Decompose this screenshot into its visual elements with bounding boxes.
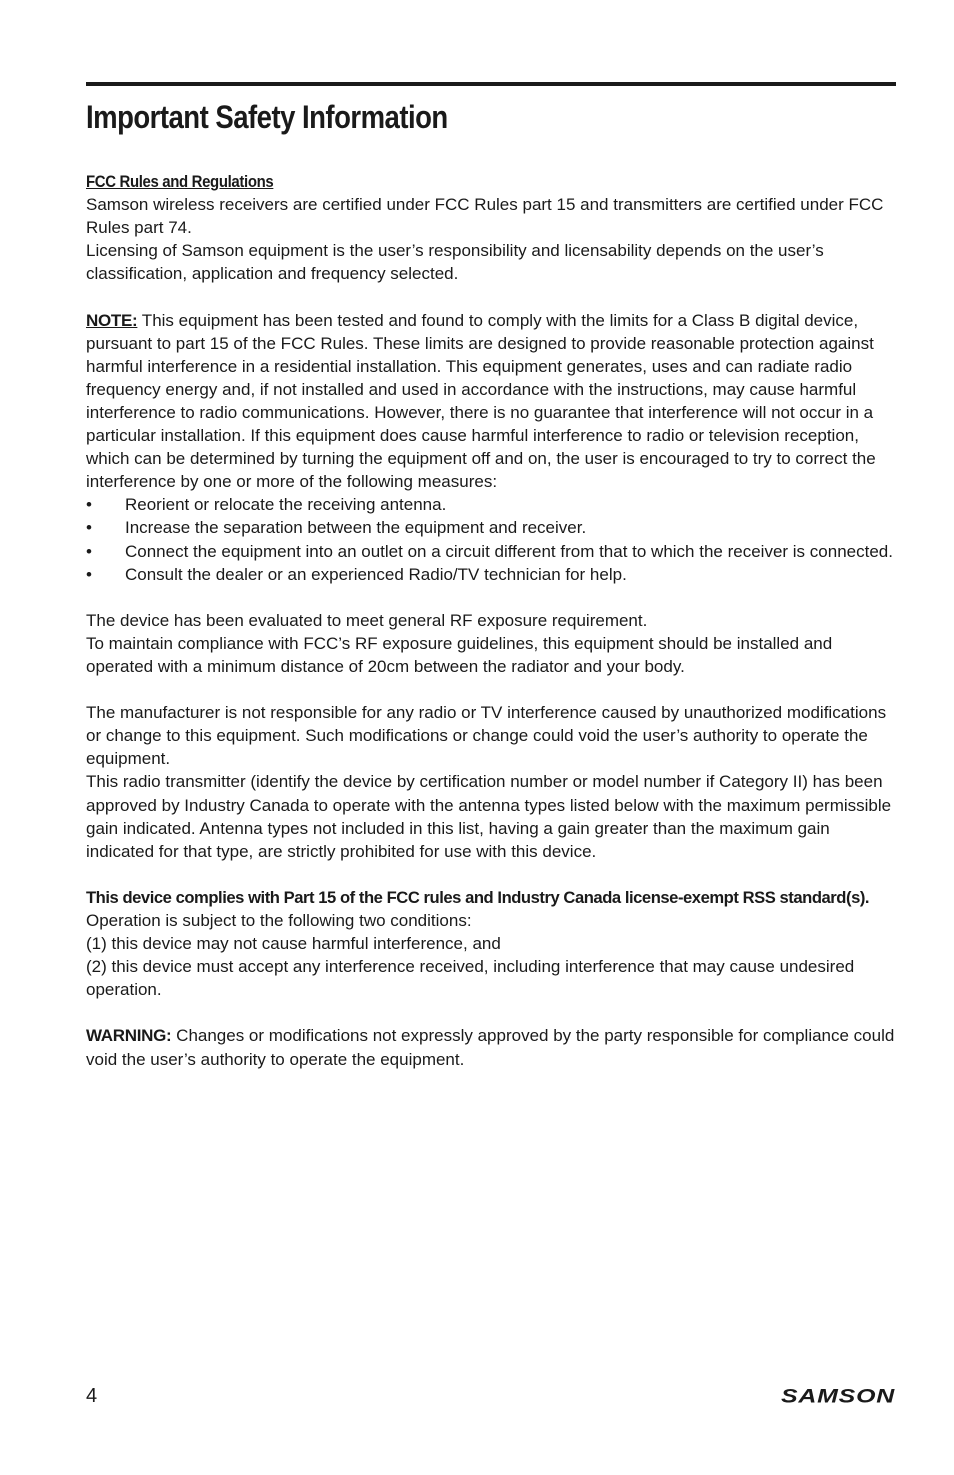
compliance-heading: This device complies with Part 15 of the FCC rules and Industry Canada license-exempt RSS standard(s). [86,887,870,907]
bullet-icon: • [86,518,92,538]
warning-text: Changes or modifications not expressly approved by the party responsible for compliance could void the user’s authority to operate the equipment. [86,1026,895,1069]
list-item: • Connect the equipment into an outlet on a circuit different from that to which the receiver is connected. [86,540,896,563]
rf-paragraph-1: The device has been evaluated to meet general RF exposure requirement. [86,610,648,630]
samson-logo-text: SAMSON [781,1386,896,1407]
list-item: • Reorient or relocate the receiving antenna. [86,493,896,516]
warning-label: WARNING: [86,1026,172,1046]
page-title: Important Safety Information [86,99,448,135]
list-item: • Increase the separation between the equipment and receiver. [86,516,896,539]
bullet-icon: • [86,541,92,561]
manufacturer-paragraph-2: This radio transmitter (identify the device by certification number or model number if Category II) has been approved by Industry Canada to operate with the antenna types listed below with the maximum permissible gain indicated. Antenna types not included in this list, having a gain greater than the maximum gain indicated for that type, are strictly prohibited for use with this device. [86,772,892,861]
measures-list [86,493,896,585]
samson-logo [780,1385,896,1407]
manufacturer-paragraph-1: The manufacturer is not responsible for any radio or TV interference caused by unauthorized modifications or change to this equipment. Such modifications or change could void the user’s authority to operate the equipment. [86,703,887,769]
fcc-heading: FCC Rules and Regulations [86,172,274,191]
compliance-line-1: Operation is subject to the following two conditions: [86,911,472,930]
note-paragraph [86,309,896,494]
content [86,170,896,1071]
rf-paragraph-2: To maintain compliance with FCC’s RF exposure guidelines, this equipment should be installed and operated with a minimum distance of 20cm between the radiator and your body. [86,633,833,676]
bullet-icon: • [86,564,92,584]
compliance-line-2: (1) this device may not cause harmful interference, and [86,934,501,954]
page-number: 4 [86,1385,98,1407]
warning-paragraph [86,1024,896,1070]
top-rule [86,82,896,86]
fcc-paragraph-2: Licensing of Samson equipment is the user’s responsibility and licensability depends on the user’s classification, application and frequency selected. [86,241,824,284]
compliance-line-3: (2) this device must accept any interference received, including interference that may cause undesired operation. [86,957,855,1000]
fcc-paragraph-1: Samson wireless receivers are certified under FCC Rules part 15 and transmitters are certified under FCC Rules part 74. [86,195,884,238]
bullet-icon: • [86,495,92,515]
note-label: NOTE: [86,310,138,330]
page-body [86,82,896,1071]
list-item: • Consult the dealer or an experienced Radio/TV technician for help. [86,563,896,586]
note-text: This equipment has been tested and found to comply with the limits for a Class B digital device, pursuant to part 15 of the FCC Rules. These limits are designed to provide reasonable protection against harmful interference in a residential installation. This equipment generates, uses and can radiate radio frequency energy and, if not installed and used in accordance with the instructions, may cause harmful interference to radio communications. However, there is no guarantee that interference will not occur in a particular installation. If this equipment does cause harmful interference to radio or television reception, which can be determined by turning the equipment off and on, the user is encouraged to try to correct the interference by one or more of the following measures: [86,310,876,492]
